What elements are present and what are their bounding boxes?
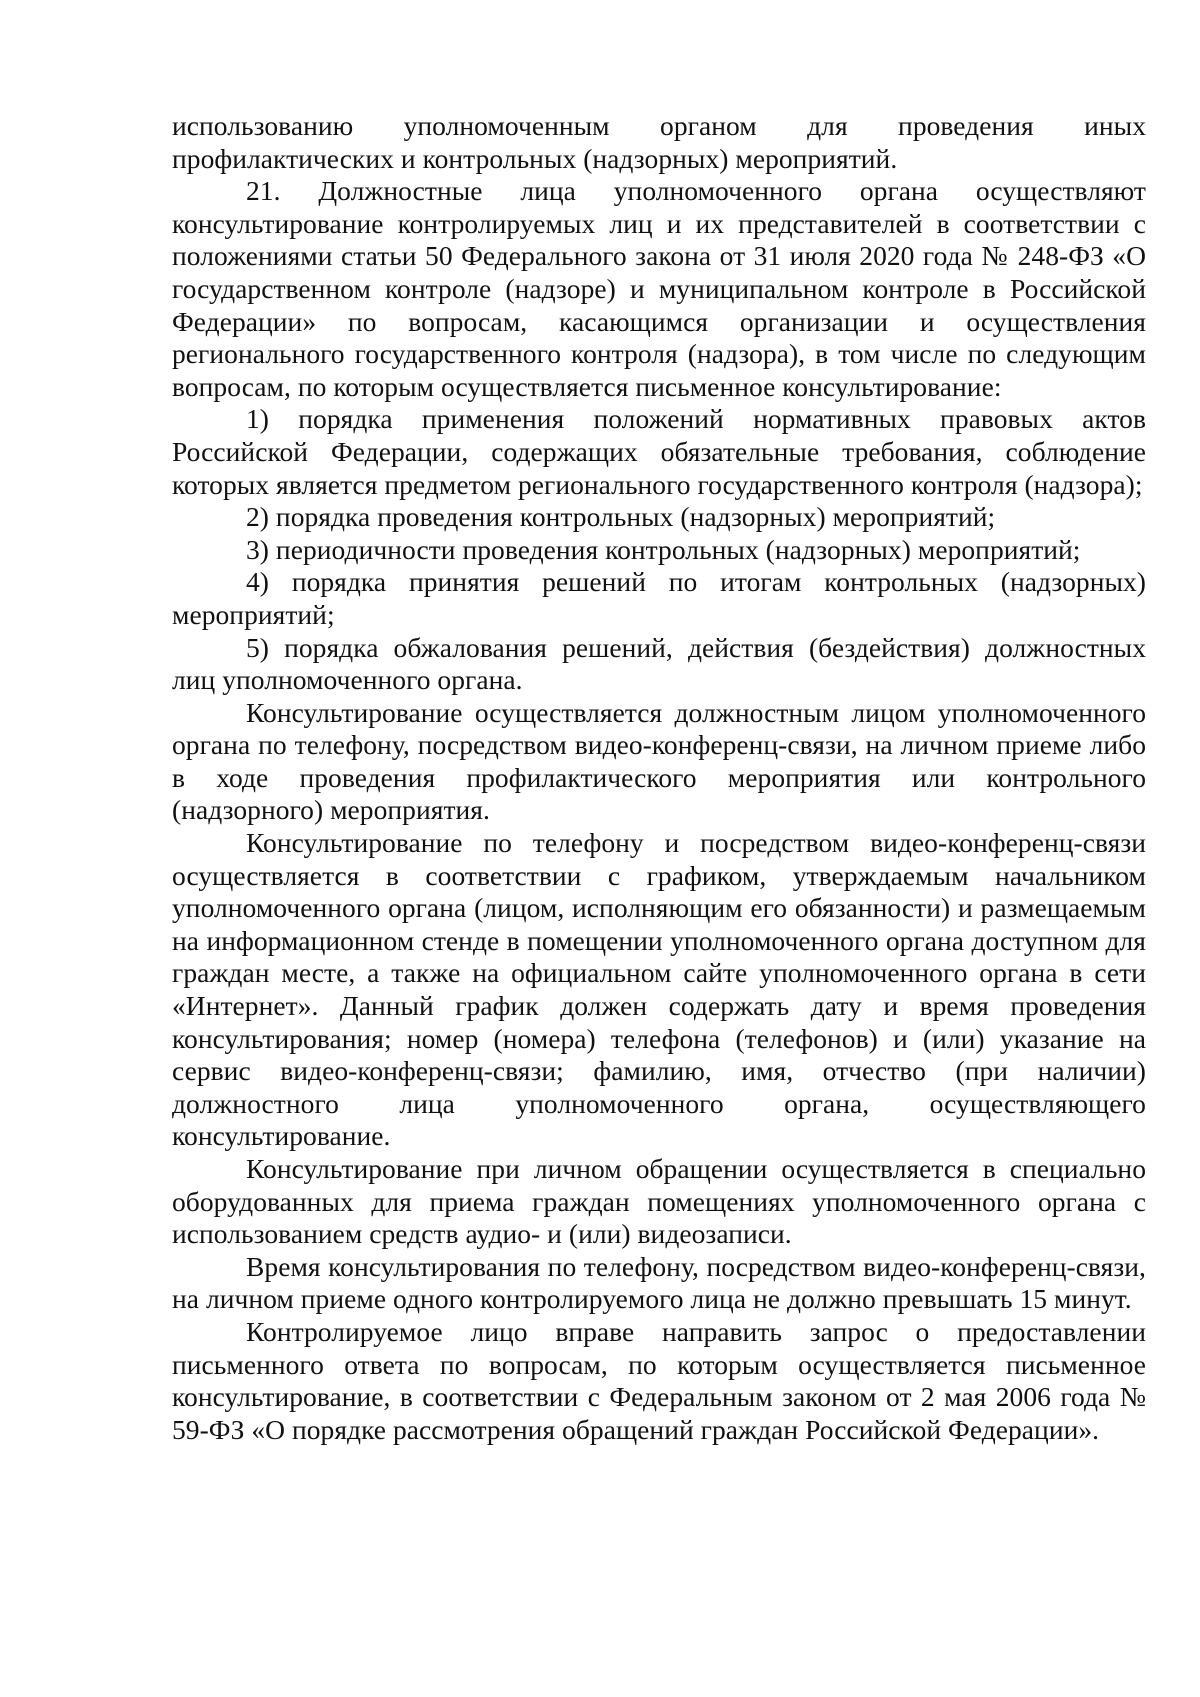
list-item-2: 2) порядка проведения контрольных (надзорных) мероприятий;: [246, 501, 996, 533]
paragraph-continuation: использованию уполномоченным органом для проведения иных профилактических и контрольных (надзорных) мероприятий.: [172, 110, 1146, 174]
paragraph-consultation-methods: Консультирование осуществляется должностным лицом уполномоченного органа по телефону, посредством видео-конференц-связи, на личном приеме либо в ходе проведения профилактического мероприятия или контрольного (надзорного) мероприятия.: [172, 696, 1146, 826]
list-item-1: 1) порядка применения положений нормативных правовых актов Российской Федерации, содержащих обязательные требования, соблюдение которых является предметом регионального государственного контроля (надзора);: [172, 403, 1146, 500]
document-page: [172, 110, 1146, 1446]
paragraph-item-21: 21. Должностные лица уполномоченного органа осуществляют консультирование контролируемых лиц и их представителей в соответствии с положениями статьи 50 Федерального закона от 31 июля 2020 года № 248-ФЗ «О государственном контроле (надзоре) и муниципальном контроле в Российской Федерации» по вопросам, касающимся организации и осуществления регионального государственного контроля (надзора), в том числе по следующим вопросам, по которым осуществляется письменное консультирование:: [172, 175, 1146, 402]
list-item-4: 4) порядка принятия решений по итогам контрольных (надзорных) мероприятий;: [172, 566, 1146, 630]
list-item-5: 5) порядка обжалования решений, действия (бездействия) должностных лиц уполномоченного органа.: [172, 631, 1146, 696]
paragraph-consultation-schedule: Консультирование по телефону и посредством видео-конференц-связи осуществляется в соответствии с графиком, утверждаемым начальником уполномоченного органа (лицом, исполняющим его обязанности) и размещаемым на информационном стенде в помещении уполномоченного органа доступном для граждан месте, а также на официальном сайте уполномоченного органа в сети «Интернет». Данный график должен содержать дату и время проведения консультирования; номер (номера) телефона (телефонов) и (или) указание на сервис видео-конференц-связи; фамилию, имя, отчество (при наличии) должностного лица уполномоченного органа, осуществляющего консультирование.: [172, 827, 1146, 1152]
paragraph-written-request: Контролируемое лицо вправе направить запрос о предоставлении письменного ответа по вопросам, по которым осуществляется письменное консультирование, в соответствии с Федеральным законом от 2 мая 2006 года № 59-ФЗ «О порядке рассмотрения обращений граждан Российской Федерации».: [172, 1315, 1146, 1445]
paragraph-consultation-time-limit: Время консультирования по телефону, посредством видео-конференц-связи, на личном приеме одного контролируемого лица не должно превышать 15 минут.: [172, 1250, 1146, 1315]
paragraph-in-person-consultation: Консультирование при личном обращении осуществляется в специально оборудованных для приема граждан помещениях уполномоченного органа с использованием средств аудио- и (или) видеозаписи.: [172, 1153, 1146, 1250]
list-item-3: 3) периодичности проведения контрольных (надзорных) мероприятий;: [246, 533, 1081, 565]
